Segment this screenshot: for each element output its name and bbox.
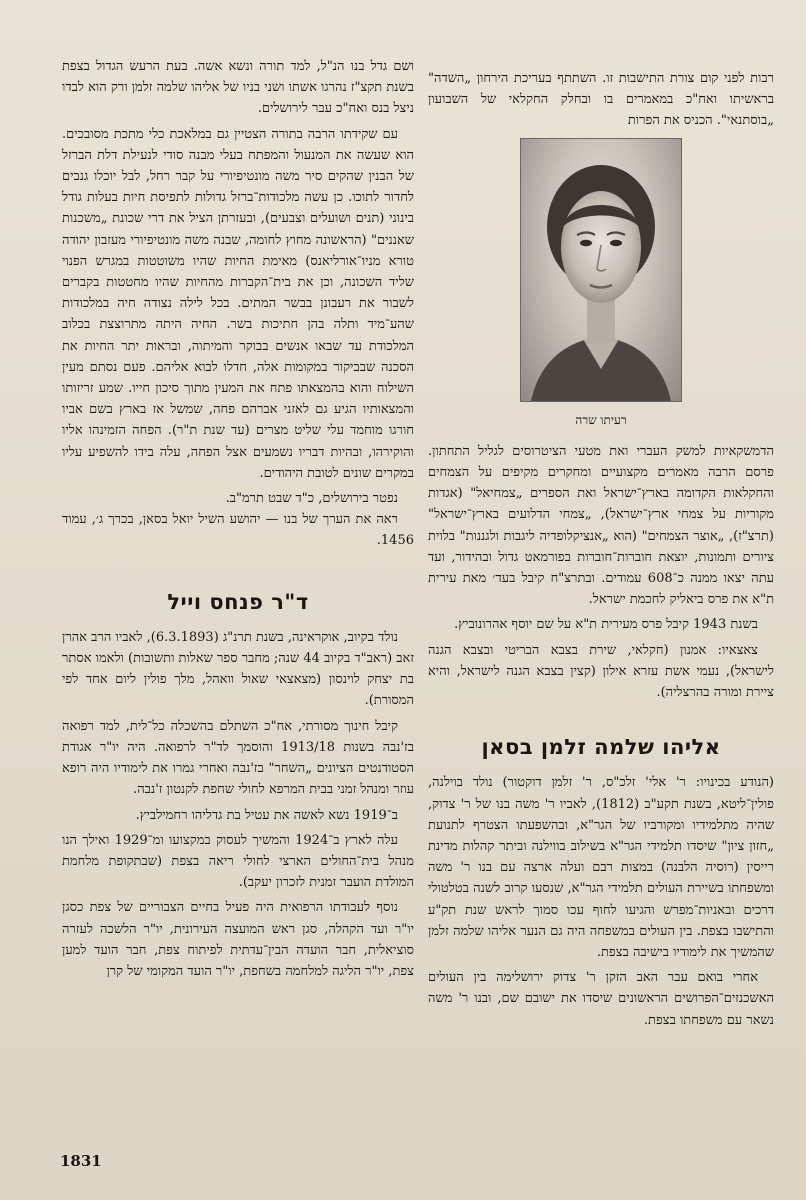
photo-caption: רעיתו שרה: [575, 412, 627, 427]
paragraph-death: נפטר בירושלים, כ"ד שבט תרמ"ב.: [225, 491, 398, 507]
portrait-photo: [520, 138, 682, 402]
paragraph-weil-birth: נולד בקיוב, אוקראינה, בשנת תרנ"ג (6.3.1893), לאביו הרב אהרן זאב (ראב"ד בקיוב 44 שנה; מחבר ספר שאלות ותשובות) ולאמו אסתר בת יצחק לוינסון (מצאצאי שאול וואהל, מלך פולין ליום אחד לפי המסורת).: [62, 629, 414, 709]
paragraph-books: הדמשקאיות למשק העברי ואת מטעי הציטרוסים לגליל התחתון. פרסם הרבה מאמרים מקצועיים ומחקרים מקיפים על הצמחים והחקלאות הקדומה בארץ־ישראל ואת הספרים „צמחיאל" (אגדות מקוריות על צמחי ארץ־ישראל), „צמחי הדלועים בארץ־ישראל" (תרצ"ז), „אוצר הצמחים" (הוא „אנציקלופדיה ליגבות ולגננות" בלוית ציורים ותמונות, יוצאת חוברות־חוברות בפורמאט גדול ובהידור, ועד עתה יצאו ממנה כ־608 עמודים. ובתרצ"ח קיבל בעד׳ מאת עירית ת"א את פרס ביאליק לחכמת ישראל.: [428, 443, 774, 608]
paragraph-see-also: ראה את הערך של בנו — יהושע השיל יואל בסאן, בכרך ג׳, עמוד 1456.: [62, 512, 414, 549]
intro-paragraph: רבות לפני קום צורת התישבות זו. השתתף בעריכת הירחון „השדה" בראשיתו ואח"כ במאמרים בו ובחלק החקלאי של השבועון „בוסתנאי". הכניס את הפרות: [428, 71, 774, 129]
right-column: [428, 68, 774, 1031]
paragraph-safed-earthquake: ושם גדל בנו הנ"ל, למד תורה ונשא אשה. בעת הרעש הגדול בצפת בשנת תקצ"ז נהרגו אשתו ושני בניו של אליהו שלמה זלמן ורק הוא לבדו ניצל בנס ואח"כ עבר לירושלים.: [62, 59, 414, 117]
paragraph-bassan-birth: (הנודע בכינויו: ר' אלי' זלכ"ס, ר' זלמן דוקטור) נולד בוילנה, פולין־ליטא, בשנת תקע"ב (1812), לאביו ר' משה בנו של ר' צדוק, שהיה מתלמידיו ומקורביו של הגר"א, ובהשפעתו הצטרף לתנועת „חזון ציון" שיסדו תלמידי הגר"א בשילוב בווילנה וביתר קהלות מדינת רייסין (רוסיה הלבנה) במצות רבם ועלה ארצה עם בנו ר' משה ומשפחתו בשיירת העולים תלמידי הגר"א, שנסעו קרוב לשנה בטלטולי דרכים ובאניות־מפרש והגיעו לחוף עכו סמוך לראש שנת תק"ע והתישבו בצפת. בין העולים במשפחה היה גם הנער אליהו שלמה זלמן שהמשיך את לימודיו בישיבה בצפת.: [428, 775, 774, 961]
paragraph-bassan-jerusalem: אחרי בואם עבר האב הזקן ר' צדוק ירושלימה בין העולים האשכנזים־הפרושים הראשונים שיסדו את ישובם שם, ובנו ר' משה נשאר עם משפחתו בצפת.: [428, 970, 774, 1028]
entry-heading-bassan: אליהו שלמה זלמן בסאן: [481, 735, 721, 760]
portrait-drawing: [521, 139, 681, 401]
paragraph-1943-prize: בשנת 1943 קיבל פרס מעירית ת"א על שם יוסף אהרונוביץ.: [454, 617, 758, 633]
paragraph-weil-aliyah: עלה לארץ ב־1924 והמשיך לעסוק במקצועו ומ־1929 ואילך הנו מנהל בית־החולים הארצי לחולי ריאה בצפת (שבתקופת מלחמת המולדת הועבר זמנית לזכרון יעקב).: [62, 832, 414, 891]
paragraph-weil-education: קיבל חינוך מסורתי, אח"כ השתלם בהשכלה כל־לית, למד רפואה בז'נבה בשנות 1913/18 והוסמך לד"ר לרפואה. היה יו"ר אגודת הסטודנטים הציונים „השחר" בז'נבה ואחרי גמרו את לימודיו היה רופא עוזר ומנהל זמני בבית המרפא לחולי שחפת לקנטון ז'נבה.: [62, 718, 414, 798]
paragraph-metalwork: עם שקידתו הרבה בתורה הצטיין גם במלאכת כלי מתכת מסובכים. הוא שעשה את המנעול והמפתח בעלי מבנה סודי לנעילת דלת הברזל של הבנין שהקים סיר משה מונטיפיורי על קבר רחל, לבל יוכלו גנבים לחדור לתוכו. כן עשה מלכודות־ברזל גדולות לתפיסת חיות בעלות גודל בינוני (תנים ושועלים וצבעים), ובעזרתן הציל את דרי שכונת „משכנות שאננים" (הראשונה מחוץ לחומה, שבנה משה מונטיפיורי מעזבון יהודה טורא מניו־אורליאנס) מאימת החיות שהיו משוטטות במגרש הפנוי שליד השכונה, וכן את בית־הקברות מהחיות שהיו מחטטות בקברים לשבור את רעבונן בבשר המתים. בכל לילה נצודה חיה במלכודות שהע־מיד ותלה בהן חתיכות בשר. החיה היתה מתרוצצת בכלוב המלכודת עד שבאו אנשים בבוקר והמיתוה, ובראות יתר החיות את הסכנה שבביקור במקומות אלה, חדלו לבוא אליהם. פעם נסתם מעין השילוח והוא בהמצאתו פתח את המעין מתוך סיכון חייו. שמע זריזותו והמצאותיו הגיע גם לאזני אברהם פחה, שמשל אז בארץ בשם אביו חורגו מוחמד עלי שליט מצרים (עד שנת ת"ר). הפחה הזמינהו אליו והוקירהו, ובהיות דבריו נשמעים אצל הפחה, עלה בידו להשפיע עליו במקרים שונים לטובת היהודים.: [62, 126, 414, 481]
paragraph-weil-marriage: ב־1919 נשא לאשה את עטיל בת גדליהו רחמילביץ.: [135, 807, 398, 823]
paragraph-weil-public: נוסף לעבודתו הרפואית היה פעיל בחיים הצבוריים של צפת כסגן יו"ר ועד הקהלה, סגן ראש המועצה העירונית, יו"ר הלשכה לעזרה סוציאלית, חבר הועדה הבין־עדתית לפיתוח צפת, חבר הועד למען צפת, יו"ר הליגה למלחמה בשחפת, יו"ר הועד המקומי של קרן: [62, 900, 414, 979]
page-number: 1831: [60, 1152, 102, 1170]
left-column: [62, 56, 414, 982]
paragraph-descendants: צאצאיו: אמנון (חקלאי, שירת בצבא הבריטי ובצבא הגנה לישראל), נעמי אשת עזרא אילון (קצין בצבא הגנה לישראל, והיא ציירת ומורה בהרצליה).: [428, 642, 774, 701]
entry-heading-weil: ד"ר פנחס וייל: [167, 589, 309, 614]
